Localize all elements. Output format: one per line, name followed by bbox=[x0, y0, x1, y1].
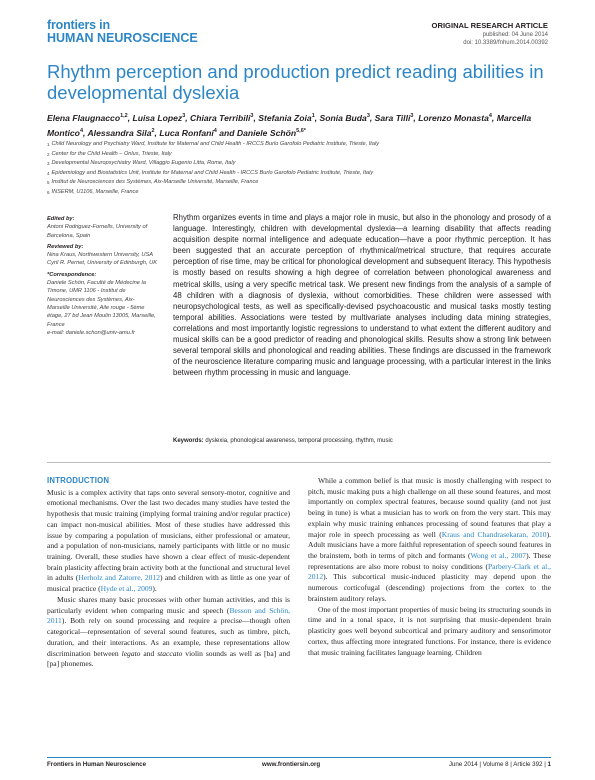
journal-logo-line2: HUMAN NEUROSCIENCE bbox=[47, 31, 198, 45]
body-column-right bbox=[308, 476, 551, 658]
italic-term: legato bbox=[121, 648, 141, 658]
affiliation-text: Developmental Neuropsychiatry Ward, Villaggio Eugenio Litta, Rome, Italy bbox=[51, 160, 236, 167]
affiliation-text: Epidemiology and Biostatistics Unit, Institute for Maternal and Child Health - IRCCS Burlo Garofolo Pediatric Institute, Trieste, Italy bbox=[51, 169, 374, 176]
article-title: Rhythm perception and production predict reading abilities in developmental dyslexia bbox=[47, 61, 544, 103]
affiliation-number: 6 bbox=[47, 189, 50, 195]
affiliation-number: 2 bbox=[47, 151, 50, 157]
intro-paragraph-4: One of the most important properties of music being its structuring sounds in time and in a tonal space, it is not surprising that music-dependent brain plasticity goes well beyond subcortical and primary auditory and sensorimotor cortex, thus affecting more integrated functions. For instance, there is evidence that music training facilitates language learning. Children bbox=[308, 604, 551, 657]
author-affiliation-mark: 1 bbox=[311, 113, 315, 119]
author-affiliation-mark: 4 bbox=[213, 127, 217, 134]
text-run: violin sounds as well as [ba] and [pa] phonemes. bbox=[47, 648, 291, 669]
affiliation bbox=[47, 150, 557, 160]
body-column-left bbox=[47, 476, 290, 670]
journal-logo-line1: frontiers in bbox=[47, 18, 110, 32]
affiliation bbox=[47, 178, 557, 188]
abstract: Rhythm organizes events in time and plays a major role in music, but also in the phonology and prosody of a language. Interestingly, children with developmental dyslexia—a learning disability that affects reading acquisition despite normal intelligence and adequate education—have a poor rhythmic perception. It has been suggested that an accurate perception of rhythmical/metrical structure, that requires accurate perception of rise time, may be critical for phonological development and subsequent literacy. This hypothesis is mostly based on results showing a high degree of correlation between phonological awareness and metrical skills, using a very specific metrical task. We present new findings from the analysis of a sample of 48 children with a diagnosis of dyslexia, without comorbidities. These children were assessed with neuropsychological tests, as well as specifically-devised psychoacoustic and musical tasks mostly testing temporal abilities. Associations were tested by multivariate analyses including data mining strategies, correlations and most importantly logistic regressions to understand to what extent the different auditory and musical skills can be a good predictor of reading and phonological skills. Results show a strong link between several temporal skills and phonological and reading abilities. These findings are discussed in the framework of the neuroscience literature comparing music and language processing, with a particular interest in the links between rhythm processing in music and language. bbox=[173, 213, 551, 378]
author-name[interactable]: Daniele Schön bbox=[236, 127, 297, 138]
intro-paragraph-1 bbox=[47, 488, 290, 595]
author-list: Elena Flaugnacco$^{1,2}$, Luisa Lopez$^3$, Chiara Terribili$^3$, Stefania Zoia$^1$, Sonia Buda$^3$, Sara Tilli$^3$, Lorenzo Monasta$^4$, Marcella Montico$^4$, Alessandra Sila$^2$, Luca Ronfani$^4$ and Daniele Schön$^{5,6*}$ bbox=[47, 112, 532, 138]
author-affiliation-mark: 3 bbox=[366, 113, 370, 119]
correspondence-text: Daniele Schön, Faculté de Médecine la Timone, UMR 1106 - Institut de Neurosciences des Systèmes, Aix-Marseille Université, Aile rouge - 5ème étage, 27 bd Jean Moulin 13005, Marseille, France bbox=[47, 280, 156, 328]
footer-website-link[interactable]: www.frontiersin.org bbox=[262, 761, 321, 768]
text-run: Music is a complex activity that taps onto several sensory-motor, cognitive and emotional mechanisms. Over the last two decades many studies have tested the hypothesis that music training (implying formal training and/or regular practice) can impact non-musical abilities. Most of these studies have addressed this issue by comparing a population of musicians, either professional or amateur, and a population of non-musicians, namely participants with little or no music training. Overall, these studies have shown a clear effect of music-dependent brain plasticity affecting brain activity both at the functional and structural level in adults ( bbox=[47, 487, 290, 583]
author-affiliation-mark: 1,2 bbox=[120, 113, 128, 119]
text-run: ). This subcortical music-induced plasticity may depend upon the numerous corticofugal (descending) projections from the cortex to the brainstem auditory relays. bbox=[308, 572, 551, 603]
affiliation-text: INSERM, U1106, Marseille, France bbox=[51, 188, 139, 195]
section-divider bbox=[47, 462, 551, 463]
editorial-sidebar bbox=[47, 215, 157, 337]
article-type: ORIGINAL RESEARCH ARTICLE bbox=[431, 21, 548, 30]
edited-by-heading: Edited by: bbox=[47, 216, 75, 222]
citation-link[interactable]: Parbery-Clark et al., 2012 bbox=[308, 561, 551, 582]
affiliation-text: Center for the Child Health – Onlus, Trieste, Italy bbox=[51, 150, 172, 157]
citation-link[interactable]: Wong et al., 2007 bbox=[470, 551, 527, 561]
author-affiliation-mark: 5,6* bbox=[296, 127, 306, 134]
citation-link[interactable]: Hyde et al., 2009 bbox=[100, 584, 153, 594]
affiliation-number: 1 bbox=[47, 142, 50, 147]
text-run: Music shares many basic processes with other human activities, and this is particularly evident when comparing music and speech ( bbox=[47, 594, 290, 615]
publication-info bbox=[463, 31, 548, 47]
author-affiliation-mark: 2 bbox=[151, 127, 155, 134]
author-name[interactable]: Marcella Montico bbox=[47, 112, 532, 138]
author-name[interactable]: Luisa Lopez bbox=[132, 112, 183, 123]
footer-journal: Frontiers in Human Neuroscience bbox=[47, 761, 147, 768]
keywords bbox=[173, 438, 551, 444]
author-name[interactable]: Alessandra Sila bbox=[87, 127, 152, 138]
footer-volume-info bbox=[449, 761, 551, 768]
affiliation-number: 4 bbox=[47, 170, 50, 176]
footer-issue: June 2014 | Volume 8 | Article 392 | bbox=[448, 761, 548, 768]
intro-paragraph-3 bbox=[308, 476, 551, 605]
author-affiliation-mark: 4 bbox=[79, 127, 83, 134]
text-run: While a common belief is that music is mostly challenging with respect to pitch, music making puts a high challenge on all these sound features, and most importantly on complex spectral features, because sound quality (and not just being in tune) is what a musician has to work on from the very start. This may explain why music training enhances processing of sound features that play a major role in speech processing as well ( bbox=[308, 476, 551, 539]
citation-link[interactable]: Herholz and Zatorre, 2012 bbox=[78, 573, 160, 583]
affiliation bbox=[47, 188, 557, 198]
author-name[interactable]: Sonia Buda bbox=[319, 112, 367, 123]
author-affiliation-mark: 3 bbox=[250, 113, 254, 119]
correspondence-email[interactable]: e-mail: daniele.schon@univ-amu.fr bbox=[47, 329, 135, 336]
author-name[interactable]: Stefania Zoia bbox=[258, 112, 312, 123]
text-run: ) and children with as little as one year of musical practice ( bbox=[47, 573, 290, 594]
author-affiliation-mark: 3 bbox=[410, 113, 414, 119]
italic-term: staccato bbox=[157, 648, 183, 658]
author-name[interactable]: Elena Flaugnacco bbox=[47, 112, 121, 123]
citation-link[interactable]: Kraus and Chandrasekaran, 2010 bbox=[441, 529, 547, 539]
citation-link[interactable]: Besson and Schön, 2011 bbox=[47, 605, 290, 626]
text-run: ). These representations are also more robust to noisy conditions ( bbox=[308, 551, 552, 571]
introduction-heading: INTRODUCTION bbox=[47, 476, 110, 485]
author-name[interactable]: Chiara Terribili bbox=[190, 112, 251, 123]
author-name[interactable]: Sara Tilli bbox=[374, 112, 411, 123]
affiliation-list bbox=[47, 140, 557, 198]
page-number: 1 bbox=[547, 761, 551, 768]
text-run: ). Both rely on sound processing and require a precise—though often categorical—representation of several sound features, such as timbre, pitch, duration, and their interactions. As an example, these representations allow discrimination between bbox=[47, 616, 290, 658]
affiliation-number: 5 bbox=[47, 180, 50, 186]
affiliation-text: Institut de Neurosciences des Systèmes, Aix-Marseille Université, Marseille, France bbox=[51, 179, 259, 186]
text-run: ). bbox=[152, 584, 157, 594]
correspondence-heading: *Correspondence: bbox=[47, 271, 97, 278]
author-name[interactable]: Lorenzo Monasta bbox=[418, 112, 489, 123]
author-name[interactable]: Luca Ronfani bbox=[159, 127, 214, 138]
affiliation bbox=[47, 159, 557, 169]
text-run: and bbox=[140, 648, 158, 658]
affiliation bbox=[47, 140, 557, 150]
reviewer-2: Cyril R. Pernet, University of Edinburgh, UK bbox=[47, 260, 157, 267]
footer-divider bbox=[47, 757, 551, 758]
reviewer-1: Nina Kraus, Northwestern University, USA bbox=[47, 252, 154, 259]
doi[interactable]: doi: 10.3389/fnhum.2014.00392 bbox=[463, 40, 548, 46]
published-date: published: 04 June 2014 bbox=[482, 32, 548, 38]
affiliation-text: Child Neurology and Psychiatry Ward, Institute for Maternal and Child Health - IRCCS Burlo Garofolo Pediatric Institute, Trieste, Italy bbox=[51, 141, 379, 147]
author-affiliation-mark: 3 bbox=[182, 113, 186, 119]
affiliation-number: 3 bbox=[47, 161, 50, 167]
edited-by-text: Antoni Rodriguez-Fornells, University of Barcelona, Spain bbox=[47, 224, 148, 239]
keywords-label: Keywords: bbox=[173, 438, 204, 444]
text-run: ). Adult musicians have a more faithful representation of speech sound features in the brainstem, both in terms of pitch and formants ( bbox=[308, 529, 551, 561]
author-affiliation-mark: 4 bbox=[488, 113, 492, 119]
affiliation bbox=[47, 169, 557, 179]
intro-paragraph-2 bbox=[47, 595, 290, 670]
keywords-text: dyslexia, phonological awareness, temporal processing, rhythm, music bbox=[205, 438, 393, 444]
reviewed-by-heading: Reviewed by: bbox=[47, 243, 84, 250]
